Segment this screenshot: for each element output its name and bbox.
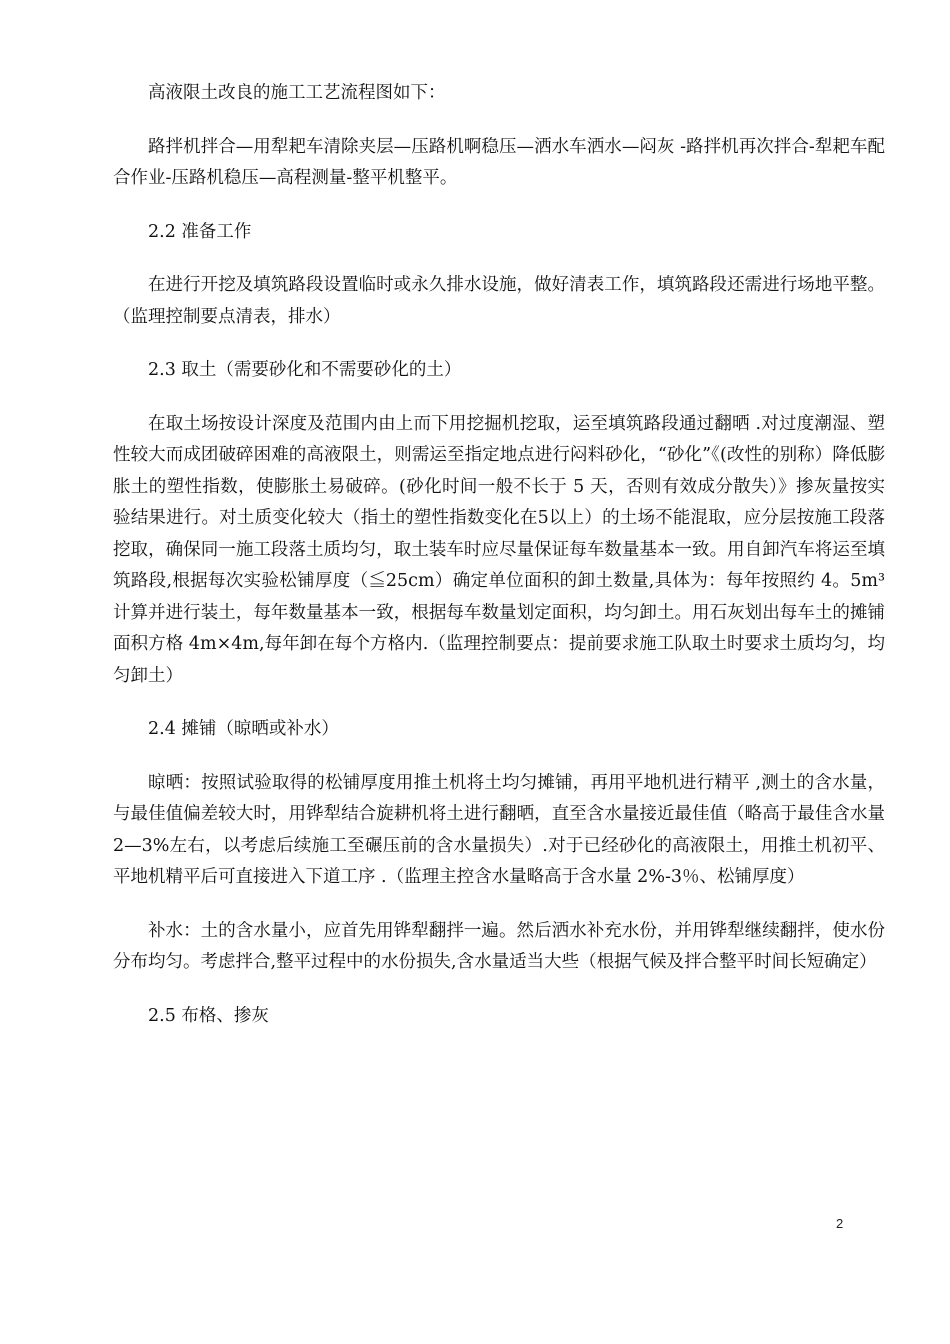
drying-paragraph: 晾晒：按照试验取得的松铺厚度用推土机将土均匀摊铺，再用平地机进行精平 ,测土的含水量，与最佳值偏差较大时，用铧犁结合旋耕机将土进行翻晒，直至含水量接近最佳值（略高于最佳含水量 2—3%左右，以考虑后续施工至碾压前的含水量损失）.对于已经砂化的高液限土，用推土机初平、平地机精平后可直接进入下道工序 .（监理主控含水量略高于含水量 2%-3％、松铺厚度） <box>113 772 885 887</box>
preparation-paragraph: 在进行开挖及填筑路段设置临时或永久排水设施，做好清表工作，填筑路段还需进行场地平整。（监理控制要点清表，排水） <box>113 275 885 327</box>
intro-paragraph: 高液限土改良的施工工艺流程图如下： <box>148 83 446 103</box>
section-heading-2-3: 2.3 取土（需要砂化和不需要砂化的土） <box>148 360 462 380</box>
section-heading-2-5: 2.5 布格、掺灰 <box>148 1005 269 1026</box>
section-heading-2-2: 2.2 准备工作 <box>148 221 252 242</box>
water-supplement-paragraph: 补水：土的含水量小，应首先用铧犁翻拌一遍。然后洒水补充水份，并用铧犁继续翻拌，使水份分布均匀。考虑拌合,整平过程中的水份损失,含水量适当大些（根据气候及拌合整平时间长短确定） <box>113 920 885 972</box>
section-heading-2-4: 2.4 摊铺（晾晒或补水） <box>148 719 339 739</box>
document-body <box>113 78 885 1032</box>
process-flow-paragraph: 路拌机拌合—用犁耙车清除夹层—压路机啊稳压—洒水车洒水—闷灰 -路拌机再次拌合-犁耙车配合作业-压路机稳压—高程测量-整平机整平。 <box>113 136 885 188</box>
soil-extraction-paragraph: 在取土场按设计深度及范围内由上而下用挖掘机挖取，运至填筑路段通过翻晒 .对过度潮湿、塑性较大而成团破碎困难的高液限土，则需运至指定地点进行闷料砂化，“砂化”《(改性的别称）降低膨胀土的塑性指数，使膨胀土易破碎。(砂化时间一般不长于 5 天，否则有效成分散失）》掺灰量按实验结果进行。对土质变化较大（指土的塑性指数变化在5以上）的土场不能混取，应分层按施工段落挖取，确保同一施工段落土质均匀，取土装车时应尽量保证每车数量基本一致。用自卸汽车将运至填筑路段,根据每次实验松铺厚度（≦25cm）确定单位面积的卸土数量,具体为：每年按照约 4。5m³ 计算并进行装土，每年数量基本一致，根据每车数量划定面积，均匀卸土。用石灰划出每车土的摊铺面积方格 4m×4m,每年卸在每个方格内.（监理控制要点：提前要求施工队取土时要求土质均匀，均匀卸土） <box>113 413 885 686</box>
page-number: 2 <box>836 1216 844 1231</box>
